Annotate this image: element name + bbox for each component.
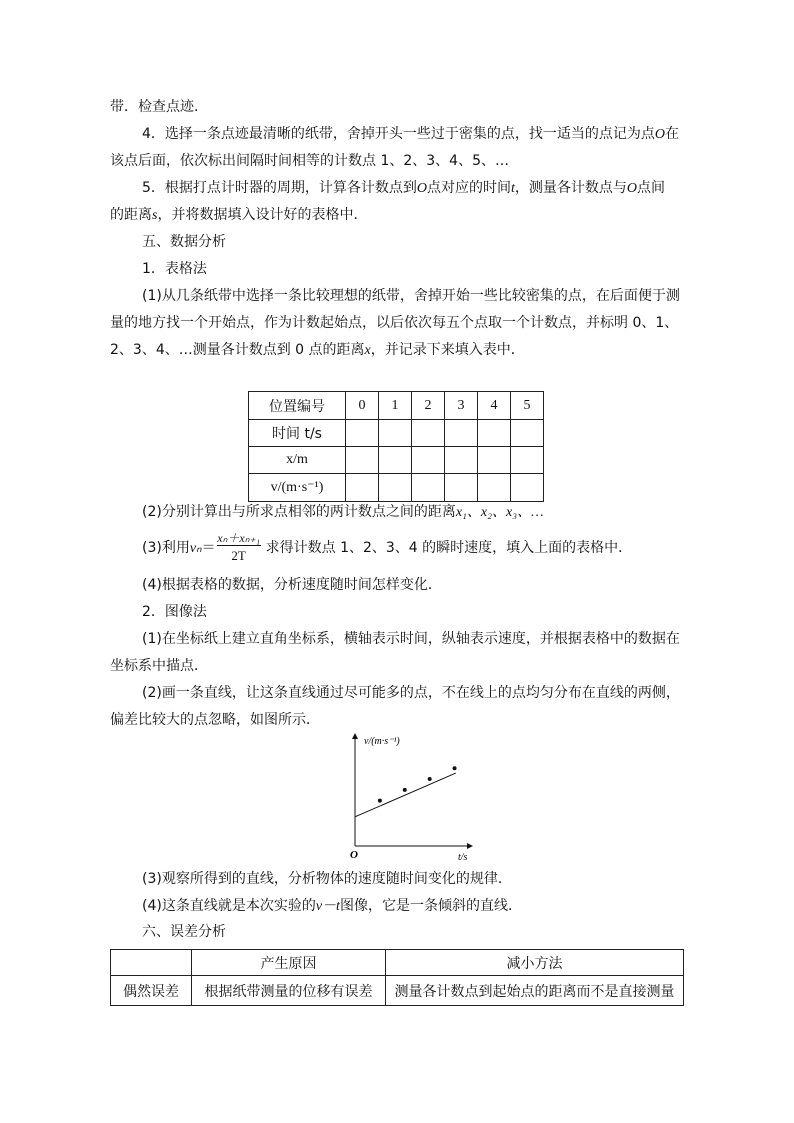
error-table <box>110 949 684 1006</box>
text-line: 坐标系中描点． <box>110 658 208 674</box>
table-header-cell: 减小方法 <box>386 950 684 976</box>
text-line: 带．检查点迹． <box>110 99 208 115</box>
text: 点对应的时间 <box>427 180 512 196</box>
table-cell <box>412 420 445 447</box>
table-col-header: 3 <box>445 392 478 420</box>
text-line: 该点后面，依次标出间隔时间相等的计数点 1、2、3、4、5、… <box>110 153 509 169</box>
vt-graph <box>340 728 490 868</box>
text: ，并将数据填入设计好的表格中． <box>157 207 368 223</box>
table-cell <box>478 447 511 474</box>
x-axis-label: t/s <box>458 852 468 863</box>
text-line: (3)观察所得到的直线，分析物体的速度随时间变化的规律． <box>142 871 512 887</box>
section-heading-5: 五、数据分析 <box>142 234 226 250</box>
table-cell <box>478 420 511 447</box>
step-5-line <box>142 178 665 199</box>
y-axis-label: v/(m·s⁻¹) <box>364 736 400 747</box>
table-cell: 根据纸带测量的位移有误差 <box>192 976 386 1006</box>
subheading-graph-method: 2．图像法 <box>142 604 207 620</box>
den-text: 2T <box>231 548 246 563</box>
table-cell <box>445 420 478 447</box>
table-cell <box>412 447 445 474</box>
section-heading-6: 六、误差分析 <box>142 924 226 940</box>
vars-x: x₁、x₂、x₃、… <box>455 505 544 520</box>
table-cell <box>511 447 544 474</box>
text-line: (2)画一条直线，让这条直线通过尽可能多的点，不在线上的点均匀分布在直线的两侧， <box>142 685 680 701</box>
subheading-table-method: 1．表格法 <box>142 261 207 277</box>
text: 求得计数点 1、2、3、4 的瞬时速度，填入上面的表格中． <box>265 540 633 556</box>
table-cell: 测量各计数点到起始点的距离而不是直接测量 <box>386 976 684 1006</box>
text: 4．选择一条点迹最清晰的纸带，舍掉开头一些过于密集的点，找一适当的点记为点 <box>142 126 655 142</box>
table-cell <box>412 474 445 502</box>
formula-line <box>142 531 633 563</box>
text: 的距离 <box>110 207 152 223</box>
text-line <box>110 205 367 226</box>
table-cell <box>379 447 412 474</box>
table-cell <box>346 420 379 447</box>
text: ，并记录下来填入表中． <box>370 342 525 358</box>
data-point <box>378 799 382 803</box>
var-vt: v－t <box>315 899 340 914</box>
table-cell <box>511 420 544 447</box>
text: 2、3、4、…测量各计数点到 0 点的距离 <box>110 342 365 358</box>
table-row-label: 偶然误差 <box>111 976 192 1006</box>
table-cell <box>511 474 544 502</box>
text: ＝ <box>201 540 216 556</box>
data-points <box>378 766 457 802</box>
table-cell <box>346 447 379 474</box>
text: 在 <box>665 126 680 142</box>
var-O: O <box>626 181 638 196</box>
var-x: x <box>364 343 371 358</box>
fraction <box>216 531 266 563</box>
table-cell <box>379 474 412 502</box>
var-vn: vₙ <box>189 541 202 556</box>
var-t: t <box>511 181 515 196</box>
table-cell <box>445 447 478 474</box>
var-O: O <box>654 127 666 142</box>
data-table <box>248 391 544 502</box>
table-header-cell <box>111 950 192 976</box>
origin-label: O <box>350 849 358 861</box>
table-header-cell: 产生原因 <box>192 950 386 976</box>
table-col-header: 0 <box>346 392 379 420</box>
text-line: 偏差比较大的点忽略，如图所示． <box>110 712 320 728</box>
table-col-header: 5 <box>511 392 544 420</box>
fit-line <box>355 773 456 817</box>
text-line: (1)从几条纸带中选择一条比较理想的纸带，舍掉开始一些比较密集的点，在后面便于测 <box>142 288 680 304</box>
table-col-header: 1 <box>379 392 412 420</box>
data-point <box>453 766 457 770</box>
data-point <box>403 788 407 792</box>
text: (2)分别计算出与所求点相邻的两计数点之间的距离 <box>142 504 456 520</box>
table-cell <box>346 474 379 502</box>
text-line: 量的地方找一个开始点，作为计数起始点，以后依次每五个点取一个计数点，并标明 0、1、 <box>110 315 679 331</box>
table-col-header: 2 <box>412 392 445 420</box>
fraction-numerator: xₙ＋xₙ₊₁ <box>217 531 260 545</box>
fraction-denominator <box>216 546 262 566</box>
table-row-label: 时间 t/s <box>249 420 346 447</box>
table-row-label: v/(m·s⁻¹) <box>249 474 346 502</box>
table-col-header: 4 <box>478 392 511 420</box>
text-line <box>142 896 522 917</box>
text-line <box>142 502 544 523</box>
text-line: (4)根据表格的数据，分析速度随时间怎样变化． <box>142 577 442 593</box>
text: ，测量各计数点与 <box>514 180 627 196</box>
text: 点间 <box>637 180 666 196</box>
text: (4)这条直线就是本次实验的 <box>142 898 316 914</box>
text: 图像，它是一条倾斜的直线． <box>339 898 522 914</box>
table-cell <box>379 420 412 447</box>
step-4-line <box>142 124 679 145</box>
table-header-cell: 位置编号 <box>249 392 346 420</box>
text: (3)利用 <box>142 540 190 556</box>
table-row-label: x/m <box>249 447 346 474</box>
table-cell <box>445 474 478 502</box>
var-O: O <box>416 181 428 196</box>
text-line <box>110 340 525 361</box>
text: 5．根据打点计时器的周期，计算各计数点到 <box>142 180 417 196</box>
table-cell <box>478 474 511 502</box>
text-line: (1)在坐标纸上建立直角坐标系，横轴表示时间，纵轴表示速度，并根据表格中的数据在 <box>142 631 680 647</box>
data-point <box>428 777 432 781</box>
var-s: s <box>152 208 158 223</box>
